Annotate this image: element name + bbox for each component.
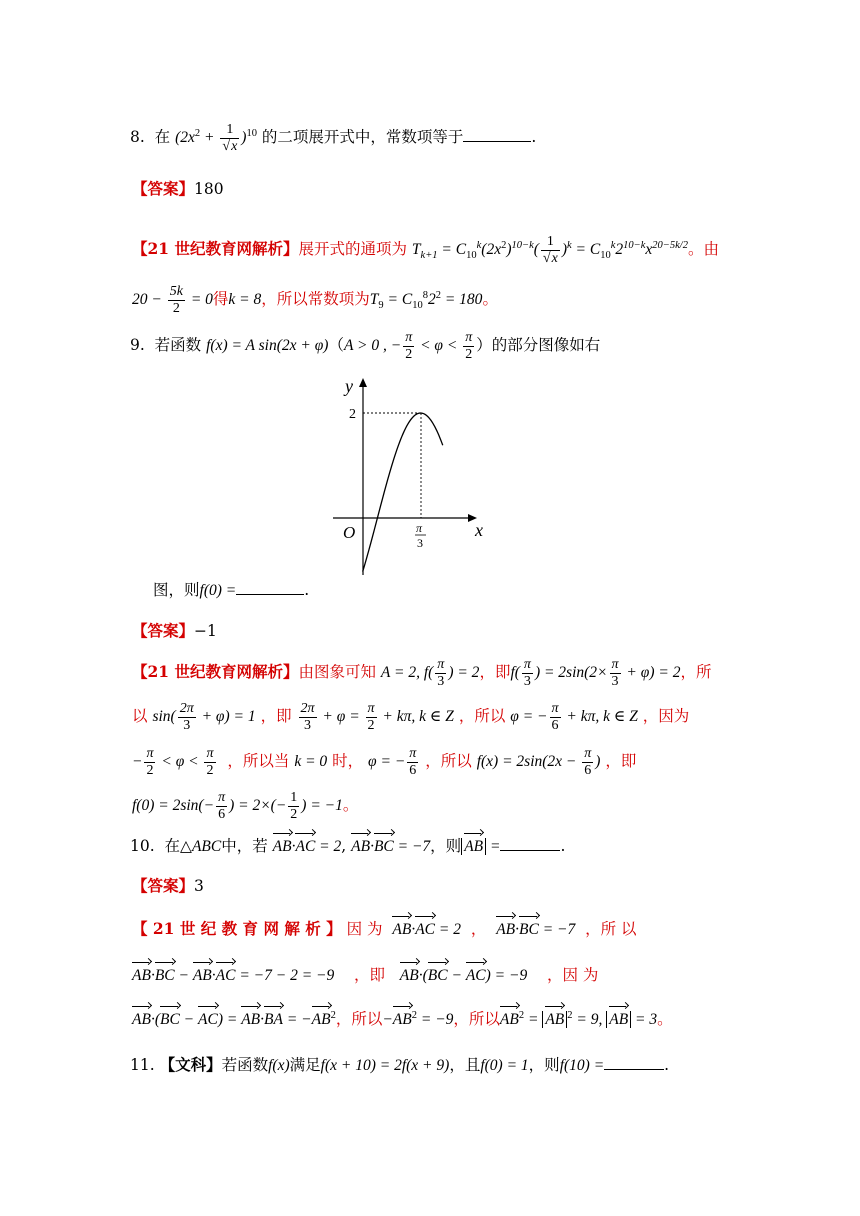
question-number: 11. [130,1056,155,1074]
analysis-8-line-1: 【21 世纪教育网解析】展开式的通项为 $T_{k+1} = C_{10}^k(2x^2)^{10-k}$( $\frac{1}{√x}$ )$^k = C_{10}^k2^{10-k}x^{20-5k/2}$。由 [132,234,719,266]
question-9-cont: 图，则f(0) = . [153,581,310,599]
analysis-10-line-2: AB·BC − AB·AC = −7 − 2 = −9 ，即 AB·(BC − AC) = −9 ，因 为 [132,963,598,988]
question-text: 的二项展开式中，常数项等于 [261,128,464,147]
question-text: 在 [154,128,171,147]
analysis-tag: 【21 世纪教育网解析】 [132,662,299,682]
y-label: y [345,376,353,396]
answer-tag: 【答案】 [132,621,195,640]
analysis-9-line-4: f(0) = 2sin(− $\frac{\pi}{6}$ ) = 2×(− $\frac{1}{2}$ ) = −1。 [132,790,359,822]
analysis-9-line-3: − $\frac{\pi}{2}$ < φ < $\frac{\pi}{2}$ ，所以当 k = 0 时， φ = − $\frac{\pi}{6}$ ，所以 f(x) = 2sin(2x − $\frac{\pi}{6}$ ) ，即 [132,746,637,778]
analysis-10-line-1: 【 21 世 纪 教 育 网 解 析 】 因 为 AB·AC = 2 ， AB·BC = −7 ，所 以 [132,917,637,942]
question-number: 9. [130,336,145,355]
question-8: 8. 在 ($2x^2$ + $\frac{1}{√x}$ )$^{10}$ 的二项展开式中，常数项等于 . [130,122,537,154]
x-tick-numerator: π [416,521,423,535]
answer-8 [132,177,224,201]
answer-value: −1 [194,622,217,640]
answer-tag: 【答案】 [132,179,195,198]
math-expression: $T_{k+1} = C_{10}^k(2x^2)^{10-k}$( $\frac{1}{√x}$ )$^k = C_{10}^k2^{10-k}x^{20-5k/2}$ [411,234,688,266]
math-expression: ($2x^2$ + $\frac{1}{√x}$ )$^{10}$ [175,122,257,154]
answer-value: 3 [194,877,204,895]
question-number: 8. [130,128,145,147]
analysis-9-line-2: 以 sin( $\frac{2\pi}{3}$ + φ) = 1 ，即 $\frac{2\pi}{3}$ + φ = $\frac{\pi}{2}$ + kπ, k ∈ Z ，所以 φ = − $\frac{\pi}{6}$ + kπ, k ∈ Z ，因为 [132,701,690,733]
question-10: 10. 在△ABC中，若 AB·AC = 2, AB·BC = −7，则 AB = . [130,834,565,859]
analysis-10-line-3: $AB\cdot(BC - AC) = AB\cdot BA = -AB^2$，所以$-AB^2 = -9$，所以$AB^2$ = AB $^2$ = 9, AB = 3。 [132,1007,673,1032]
question-number: 10. [130,837,155,855]
answer-9 [132,619,217,643]
y-tick-label: 2 [349,407,356,422]
analysis-9-line-1: 【21 世纪教育网解析】由图象可知 A = 2, f( $\frac{\pi}{3}$ ) = 2，即f( $\frac{\pi}{3}$ ) = 2sin(2× $\frac{\pi}{3}$ + φ) = 2，所 [132,657,712,689]
analysis-tag: 【21 世纪教育网解析】 [132,239,299,259]
function-graph [325,370,495,585]
question-9: 9. 若函数 f(x) = A sin(2x + φ)（A > 0 , − $\frac{\pi}{2}$ < φ < $\frac{\pi}{2}$ ）的部分图像如右 [130,330,601,362]
question-11: 11. 【文科】若函数f(x)满足f(x + 10) = 2f(x + 9)，且f(0) = 1，则f(10) = . [130,1055,670,1074]
sine-curve [363,413,443,572]
analysis-tag: 【 21 世 纪 教 育 网 解 析 】 [132,919,342,938]
answer-10 [132,874,204,898]
answer-blank [500,836,560,851]
answer-value: 180 [194,180,224,198]
question-tag: 【文科】 [159,1055,222,1074]
answer-tag: 【答案】 [132,876,195,895]
y-axis-arrow [359,378,367,387]
origin-label: O [343,523,356,542]
x-tick-denominator: 3 [417,536,423,550]
analysis-8-line-2: 20 − $\frac{5k}{2}$ = 0得k = 8，所以常数项为$T_9 = C_{10}^82^2 = 180$。 [132,284,498,316]
answer-blank [236,580,304,595]
x-label: x [475,520,483,540]
answer-blank [463,127,531,142]
answer-blank [604,1055,664,1070]
